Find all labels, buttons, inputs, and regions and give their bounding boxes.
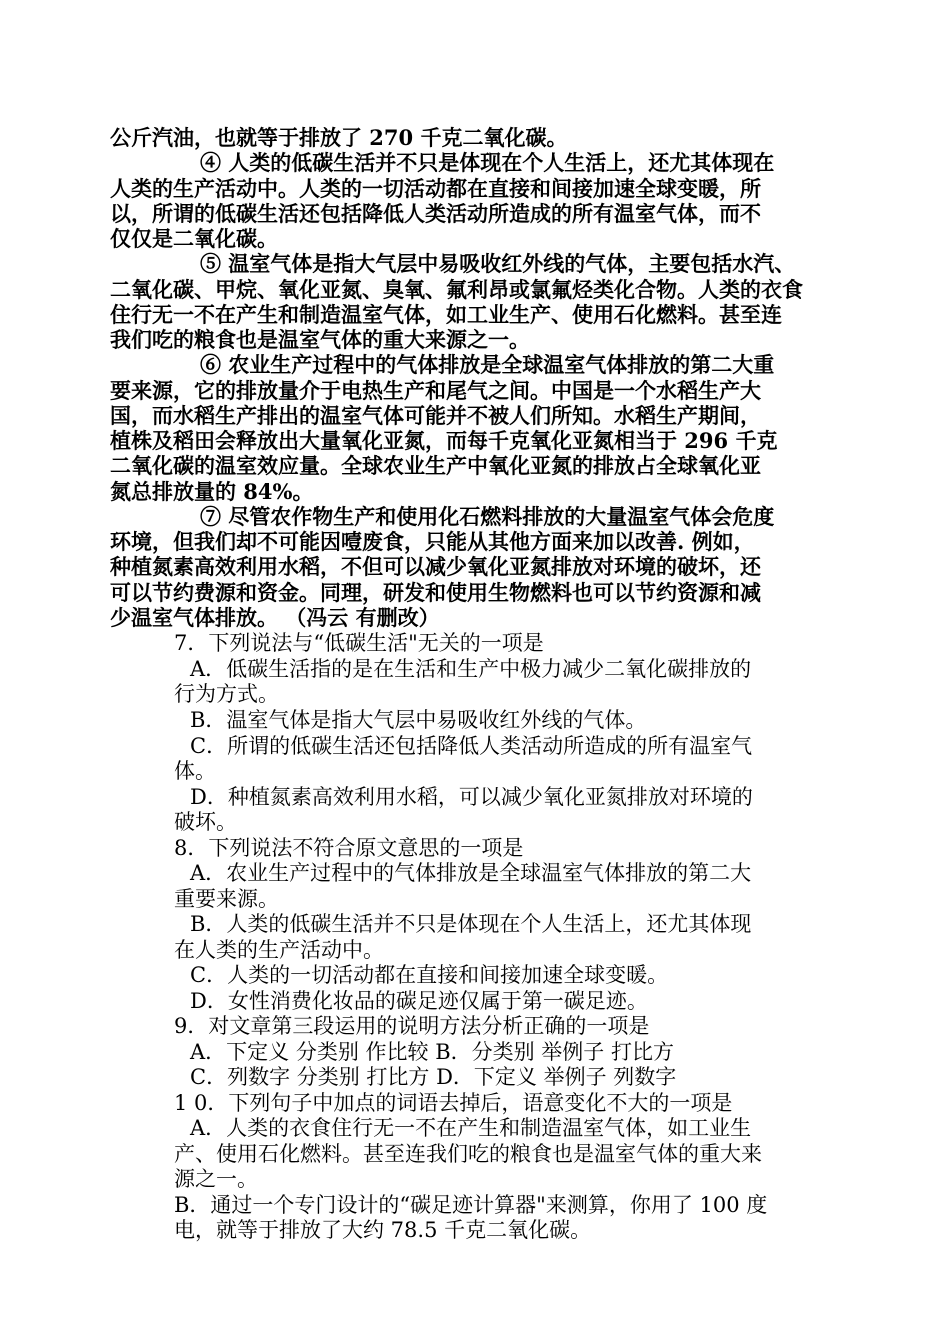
question-line: D．女性消费化妆品的碳足迹仅属于第一碳足迹。 [190,989,648,1013]
passage-line: 种植氮素高效利用水稻，不但可以减少氧化亚氮排放对环境的破坏，还 [110,554,761,579]
question-line: B．温室气体是指大气层中易吸收红外线的气体。 [190,708,647,732]
passage-line: 国，而水稻生产排出的温室气体可能并不被人们所知。水稻生产期间， [110,403,761,428]
passage-line: 人类的生产活动中。人类的一切活动都在直接和间接加速全球变暖，所 [110,176,761,201]
passage-line: ⑤ 温室气体是指大气层中易吸收红外线的气体，主要包括水汽、 [200,251,796,276]
question-line: 9．对文章第三段运用的说明方法分析正确的一项是 [174,1014,650,1038]
passage-line: 我们吃的粮食也是温室气体的重大来源之一。 [110,327,530,352]
question-line: B．通过一个专门设计的“碳足迹计算器"来测算，你用了 100 度 [174,1193,768,1217]
passage-line: 可以节约费源和资金。同理，研发和使用生物燃料也可以节约资源和减 [110,580,761,605]
passage-line: 公斤汽油，也就等于排放了 270 千克二氧化碳。 [110,125,568,150]
question-line: 源之一。 [174,1167,258,1191]
question-line: C．所谓的低碳生活还包括降低人类活动所造成的所有温室气 [190,734,753,758]
question-line: C．列数字 分类别 打比方 D．下定义 举例子 列数字 [190,1065,677,1089]
question-line: 8．下列说法不符合原文意思的一项是 [174,836,524,860]
question-line: 7．下列说法与“低碳生活"无关的一项是 [174,631,544,655]
passage-line: 少温室气体排放。 （冯云 有删改） [110,605,440,630]
passage-line: 仅仅是二氧化碳。 [110,226,278,251]
passage-line: 二氧化碳的温室效应量。全球农业生产中氧化亚氮的排放占全球氧化亚 [110,453,761,478]
passage-line: ⑥ 农业生产过程中的气体排放是全球温室气体排放的第二大重 [200,352,775,377]
question-line: A．低碳生活指的是在生活和生产中极力减少二氧化碳排放的 [190,657,752,681]
passage-line: 以，所谓的低碳生活还包括降低人类活动所造成的所有温室气体，而不 [110,201,761,226]
question-line: B．人类的低碳生活并不只是体现在个人生活上，还尤其体现 [190,912,752,936]
question-line: C．人类的一切活动都在直接和间接加速全球变暖。 [190,963,669,987]
passage-line: 二氧化碳、甲烷、氧化亚氮、臭氧、氟利昂或氯氟烃类化合物。人类的衣食 [110,277,803,302]
passage-line: 要来源，它的排放量介于电热生产和尾气之间。中国是一个水稻生产大 [110,378,761,403]
passage-line: ⑦ 尽管农作物生产和使用化石燃料排放的大量温室气体会危度 [200,504,775,529]
passage-line: 植株及稻田会释放出大量氧化亚氮，而每千克氧化亚氮相当于 296 千克 [110,428,778,453]
question-line: 行为方式。 [174,682,279,706]
question-line: 在人类的生产活动中。 [174,938,384,962]
question-line: 产、使用石化燃料。甚至连我们吃的粮食也是温室气体的重大来 [174,1142,762,1166]
question-line: 破坏。 [174,810,237,834]
question-line: 电，就等于排放了大约 78.5 千克二氧化碳。 [174,1218,592,1242]
passage-line: ④ 人类的低碳生活并不只是体现在个人生活上，还尤其体现在 [200,150,775,175]
passage-line: 环境，但我们却不可能因噎废食，只能从其他方面来加以改善. 例如， [110,529,755,554]
passage-line: 氮总排放量的 84%。 [110,479,314,504]
passage-line: 住行无一不在产生和制造温室气体，如工业生产、使用石化燃料。甚至连 [110,302,782,327]
question-line: D．种植氮素高效利用水稻，可以减少氧化亚氮排放对环境的 [190,785,753,809]
question-line: A．下定义 分类别 作比较 B．分类别 举例子 打比方 [190,1040,674,1064]
question-line: 体。 [174,759,216,783]
question-line: 1 0．下列句子中加点的词语去掉后，语意变化不大的一项是 [174,1091,733,1115]
question-line: A．农业生产过程中的气体排放是全球温室气体排放的第二大 [190,861,752,885]
question-line: A．人类的衣食住行无一不在产生和制造温室气体，如工业生 [190,1116,752,1140]
question-line: 重要来源。 [174,887,279,911]
